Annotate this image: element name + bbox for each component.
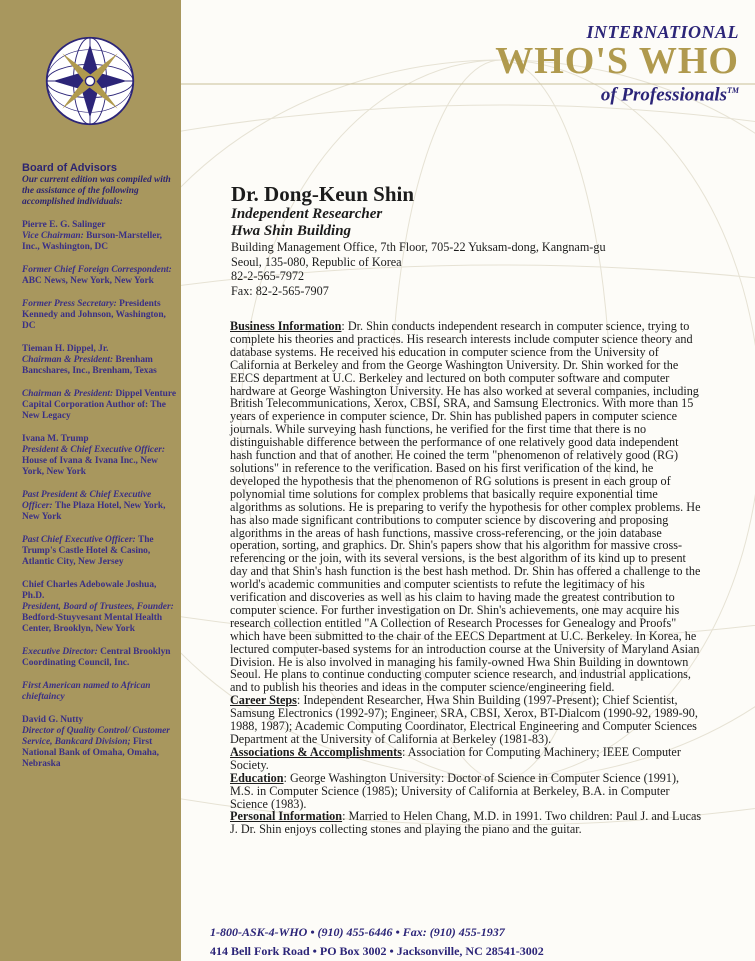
advisor-org: The Trump's Castle Hotel & Casino, Atlantic City, New Jersey — [22, 535, 154, 567]
board-of-advisors — [22, 163, 177, 782]
masthead-logo — [495, 22, 739, 106]
advisor-name: Pierre E. G. Salinger — [22, 220, 106, 230]
footer-phone-line: 1-800-ASK-4-WHO • (910) 455-6446 • Fax: (910) 455-1937 — [210, 925, 505, 939]
section-associations — [230, 746, 703, 772]
masthead-international: INTERNATIONAL — [586, 22, 739, 42]
section-text: : Independent Researcher, Hwa Shin Building (1997-Present); Chief Scientist, Samsung Electronics (1992-97); Engineer, SRA, CBSI, Xerox, BT-Dialcom (1990-92, 1989-90, 1988, 1987); Academic Computing Coordinator, Electrical Engineering and Computer Sciences Department at the University of California at Berkeley (1981-83). — [230, 693, 698, 746]
advisor-entry — [22, 681, 177, 703]
advisor-title: Director of Quality Control/ Customer Service, Bankcard Division; — [22, 726, 170, 747]
advisor-org: ABC News, New York, New York — [22, 276, 154, 286]
advisor-entry — [22, 580, 177, 635]
advisor-org: Burson-Marsteller, Inc., Washington, DC — [22, 231, 163, 252]
phone-number: 82-2-565-7972 — [231, 269, 305, 284]
advisor-title: Chairman & President: — [22, 355, 114, 365]
address-line: Seoul, 135-080, Republic of Korea — [231, 254, 402, 269]
advisor-title: Executive Director: — [22, 647, 98, 657]
advisor-name: Tieman H. Dippel, Jr. — [22, 344, 109, 354]
section-career-steps — [230, 694, 703, 746]
advisor-org: House of Ivana & Ivana Inc., New York, New York — [22, 456, 158, 477]
advisor-org: Bedford-Stuyvesant Mental Health Center, Brooklyn, New York — [22, 613, 163, 634]
main-content — [181, 0, 755, 961]
section-label: Business Information — [230, 319, 342, 333]
section-label: Personal Information — [230, 809, 343, 824]
advisor-title: President, Board of Trustees, Founder: — [22, 602, 174, 612]
advisor-entry — [22, 389, 177, 422]
section-personal-information — [230, 810, 703, 836]
advisor-entry — [22, 647, 177, 669]
section-business-information — [230, 320, 703, 694]
footer-contact — [210, 923, 544, 961]
profile-name: Dr. Dong-Keun Shin — [231, 182, 415, 206]
advisor-title: Past Chief Executive Officer: — [22, 535, 136, 545]
advisors-intro: Our current edition was compiled with the assistance of the following accomplished individuals: — [22, 175, 171, 207]
advisor-entry — [22, 220, 177, 253]
section-text: : Association for Computing Machinery; IEEE Computer Society. — [230, 744, 681, 772]
advisor-org: Brenham Bancshares, Inc., Brenham, Texas — [22, 355, 157, 376]
profile-header — [231, 182, 731, 298]
section-text: : Married to Helen Chang, M.D. in 1991. Two children: Paul J. and Lucas J. Dr. Shin enjoys collecting stones and playing the piano and the guitar. — [230, 809, 702, 837]
advisors-title: Board of Advisors — [22, 162, 117, 174]
section-text: : George Washington University: Doctor of Science in Computer Science (1991), M.S. in Computer Science (1985); University of California at Berkeley, B.A. in Computer Science (1983). — [230, 770, 680, 811]
footer-address-line: 414 Bell Fork Road • PO Box 3002 • Jacksonville, NC 28541-3002 — [210, 944, 544, 958]
advisor-entry — [22, 344, 177, 377]
advisor-title: Former Press Secretary: — [22, 299, 117, 309]
advisor-title: President & Chief Executive Officer: — [22, 445, 166, 455]
advisor-title: Past President & Chief Executive Officer: — [22, 490, 152, 511]
advisor-title: Former Chief Foreign Correspondent: — [22, 265, 172, 275]
advisor-entry — [22, 265, 177, 287]
advisor-entry — [22, 490, 177, 523]
advisor-entry — [22, 299, 177, 332]
profile-role: Independent Researcher — [231, 206, 383, 222]
advisor-title: Vice Chairman: — [22, 231, 84, 241]
advisor-name: Ivana M. Trump — [22, 434, 89, 444]
advisor-org: Central Brooklyn Coordinating Council, Inc. — [22, 647, 171, 668]
trademark-mark: TM — [727, 86, 739, 95]
profile-body — [230, 320, 703, 836]
masthead-professionals — [495, 80, 739, 106]
section-label: Education — [230, 770, 284, 785]
section-label: Associations & Accomplishments — [230, 744, 402, 759]
advisor-title: First American named to African chieftaincy — [22, 681, 151, 702]
masthead-professionals-text: of Professionals — [600, 84, 727, 106]
advisor-entry — [22, 535, 177, 568]
advisor-name: David G. Nutty — [22, 715, 84, 725]
advisor-title: Chairman & President: — [22, 389, 114, 399]
sidebar — [0, 0, 181, 961]
section-education — [230, 772, 703, 811]
fax-number: Fax: 82-2-565-7907 — [231, 283, 329, 298]
advisor-org: The Plaza Hotel, New York, New York — [22, 501, 166, 522]
masthead-whos-who: WHO'S WHO — [495, 40, 739, 82]
advisor-entry — [22, 434, 177, 478]
section-text: : Dr. Shin conducts independent research in computer science, trying to complete his theories and practices. His research interests include computer science theory and database systems. He received his education in computer science from the University of California at Berkeley and from the George Washington University. Dr. Shin worked for the EECS department at U.C. Berkeley and lectured on both computer software and computer hardware at George Washington University. He has also worked at several companies, including British Telecommunications, Xerox, CBSI, SRA, and Samsung Electronics. With more than 15 years of experience in computer science, Dr. Shin has published papers in computer science journals. While surveying hash functions, he verified for the first time that there is no distinguishable difference between the performance of one relatively good data independent hash function and that of another. He coined the term "phenomenon of relatively good (RG) solutions" in reference to the verification. Based on his first verification of the kind, he developed the hypothesis that the phenomenon of RG solutions is present in each group of polynomial time solutions for complex problems that basically require exponential time algorithms as solutions. He is preparing to verify the hypothesis for other complex problems. He has also made significant contributions to computer science by discovering and proposing algorithms in the areas of hash functions, massive cross-referencing, or the join database operation, sorting, and graphics. Dr. Shin's papers show that his algorithm for massive cross-referencing or the join, with its several versions, is the best algorithm of its kind up to present day and that Shin's hash function is the best hash method. Dr. Shin has offered a challenge to the world's academic communities and computer scientists to refute the legitimacy of his verification and discoveries as well as his claim to having made the greatest contribution to computer science. For further investigation on Dr. Shin's achievements, one may acquire his research collection entitled "A Collection of Research Processes for Genealogy and Proofs" which have been submitted to the chair of the EECS Department at U.C. Berkeley. In Korea, he lectured computer-based systems for an introduction course at the University of Maryland Asian Division. He is also involved in managing his family-owned Hwa Shin Building in downtown Seoul. He plans to continue conducting computer science research, and industrial applications, and to publish his theories and ideas in the computer science/engineering field. — [230, 319, 701, 695]
advisor-org: Dippel Venture Capital Corporation Author of: The New Legacy — [22, 389, 177, 421]
globe-logo-icon — [44, 35, 136, 127]
address-line: Building Management Office, 7th Floor, 705-22 Yuksam-dong, Kangnam-gu — [231, 240, 606, 254]
advisor-org: Presidents Kennedy and Johnson, Washington, DC — [22, 299, 166, 331]
advisor-org: First National Bank of Omaha, Omaha, Nebraska — [22, 737, 159, 769]
section-label: Career Steps — [230, 693, 297, 708]
advisor-entry — [22, 715, 177, 770]
profile-organization: Hwa Shin Building — [231, 223, 352, 239]
advisor-name: Chief Charles Adebowale Joshua, Ph.D. — [22, 580, 157, 601]
